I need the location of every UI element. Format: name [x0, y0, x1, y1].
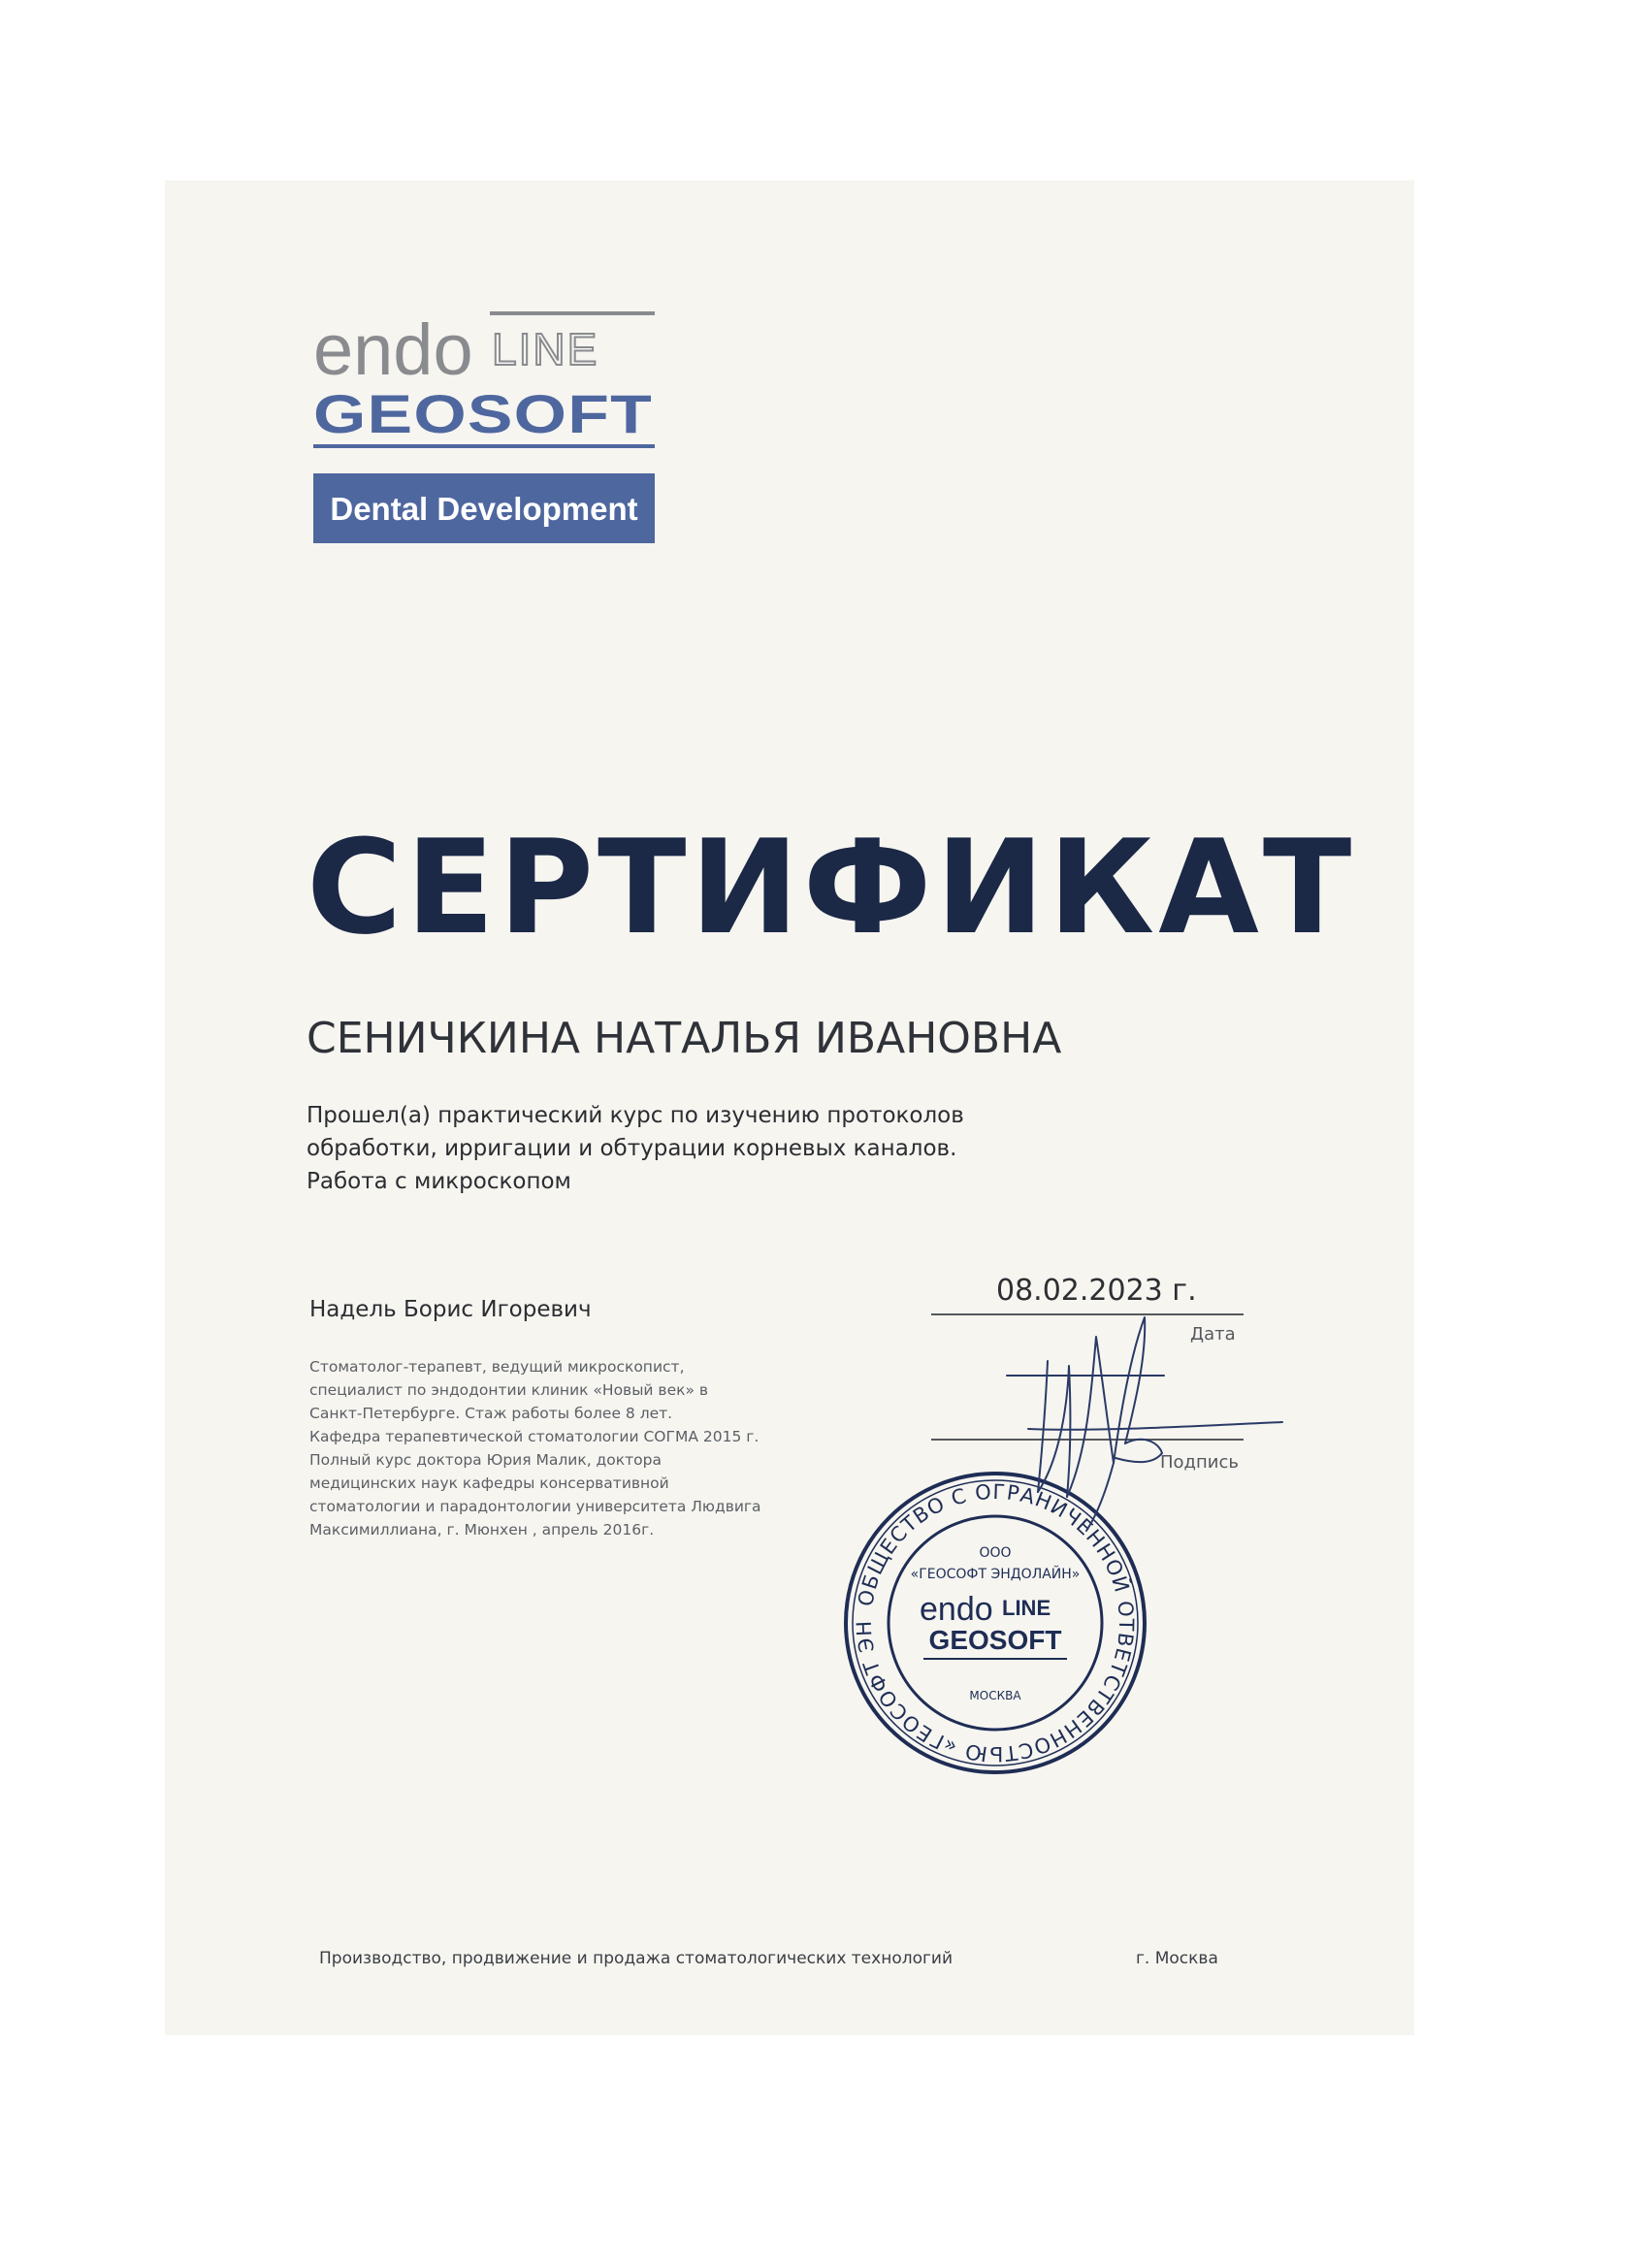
bio-line: Максимиллиана, г. Мюнхен , апрель 2016г.	[309, 1521, 655, 1539]
bio-line: Стоматолог-терапевт, ведущий микроскопист,	[309, 1358, 685, 1376]
logo-tagline-text: Dental Development	[330, 491, 638, 527]
logo-endoline-wordmark	[313, 309, 655, 390]
footer-tagline: Производство, продвижение и продажа стоматологических технологий	[319, 1949, 954, 1968]
footer-city: г. Москва	[1136, 1949, 1218, 1968]
instructor-bio	[309, 1355, 761, 1541]
instructor-name: Надель Борис Игоревич	[309, 1297, 592, 1322]
seal-ooo: ООО	[979, 1545, 1012, 1561]
logo-endo-text: endo	[313, 309, 473, 390]
bio-line: Кафедра терапевтической стоматологии СОГМА 2015 г.	[309, 1428, 760, 1445]
seal-geosoft-text: GEOSOFT	[928, 1625, 1062, 1655]
course-description	[307, 1099, 964, 1198]
bio-line: Санкт-Петербурге. Стаж работы более 8 лет.	[309, 1405, 673, 1422]
issue-date: 08.02.2023 г.	[996, 1274, 1197, 1308]
signature-caption: Подпись	[1160, 1452, 1239, 1473]
logo-line-text: LINE	[492, 324, 599, 374]
course-line: Прошел(а) практический курс по изучению протоколов	[307, 1103, 964, 1128]
recipient-name: СЕНИЧКИНА НАТАЛЬЯ ИВАНОВНА	[307, 1014, 1062, 1063]
seal-company: «ГЕОСОФТ ЭНДОЛАЙН»	[910, 1567, 1081, 1582]
certificate-title: СЕРТИФИКАТ	[307, 812, 1356, 963]
bio-line: стоматологии и парадонтологии университета Людвига	[309, 1498, 761, 1515]
seal-endo-text: endo	[920, 1591, 993, 1628]
seal-ring-text: ОБЩЕСТВО С ОГРАНИЧЕННОЙ ОТВЕТСТВЕННОСТЬЮ «ГЕОСОФТ ЭН	[852, 1479, 1139, 1766]
endoline-geosoft-logo	[313, 308, 655, 543]
seal-line-text: LINE	[1002, 1596, 1051, 1620]
seal-city: МОСКВА	[969, 1689, 1021, 1702]
course-line: обработки, ирригации и обтурации корневых каналов.	[307, 1136, 957, 1161]
course-line: Работа с микроскопом	[307, 1169, 571, 1194]
bio-line: Полный курс доктора Юрия Малик, доктора	[309, 1451, 662, 1469]
bio-line: специалист по эндодонтии клиник «Новый век» в	[309, 1381, 709, 1399]
date-caption: Дата	[1190, 1324, 1236, 1345]
bio-line: медицинских наук кафедры консервативной	[309, 1474, 669, 1492]
logo-geosoft-text: GEOSOFT	[313, 383, 653, 444]
handwritten-signature	[999, 1298, 1290, 1540]
